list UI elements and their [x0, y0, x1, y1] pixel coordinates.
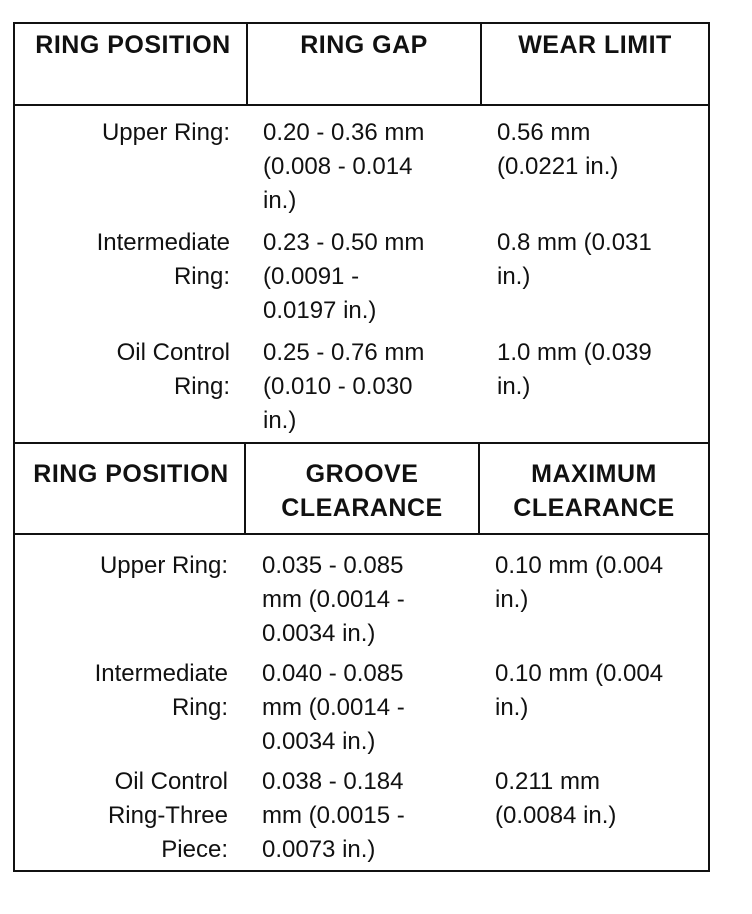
table2-header-groove-clearance: GROOVE CLEARANCE — [281, 460, 443, 522]
table1-row1-limit: 0.56 mm (0.0221 in.) — [497, 119, 619, 180]
table2-row3-max: 0.211 mm (0.0084 in.) — [495, 768, 617, 829]
table1-row3-gap: 0.25 - 0.76 mm (0.010 - 0.030 in.) — [263, 339, 425, 434]
table2-row1-position: Upper Ring: — [99, 552, 228, 579]
table2-row3-position: Oil Control Ring-Three Piece: — [107, 768, 228, 863]
table2-header-divider — [13, 533, 710, 535]
table1-row3-position: Oil Control Ring: — [116, 339, 230, 400]
table2-header-ring-position: RING POSITION — [33, 460, 229, 488]
table1-row2-gap: 0.23 - 0.50 mm (0.0091 - 0.0197 in.) — [263, 229, 425, 324]
table1-row1-position: Upper Ring: — [101, 119, 230, 146]
table2-row1-groove: 0.035 - 0.085 mm (0.0014 - 0.0034 in.) — [262, 552, 405, 647]
table1-header-ring-position: RING POSITION — [35, 31, 231, 59]
table2-row2-position: Intermediate Ring: — [94, 660, 228, 721]
table1-header-divider — [13, 104, 710, 106]
table1-row3-limit: 1.0 mm (0.039 in.) — [497, 339, 652, 400]
table2-row2-groove: 0.040 - 0.085 mm (0.0014 - 0.0034 in.) — [262, 660, 405, 755]
table1-header-ring-gap: RING GAP — [300, 31, 428, 59]
table2-row1-max: 0.10 mm (0.004 in.) — [495, 552, 664, 613]
table1-row2-position: Intermediate Ring: — [96, 229, 230, 290]
table2-row3-groove: 0.038 - 0.184 mm (0.0015 - 0.0073 in.) — [262, 768, 405, 863]
table2-header-maximum-clearance: MAXIMUM CLEARANCE — [513, 460, 675, 522]
table1-row2-limit: 0.8 mm (0.031 in.) — [497, 229, 652, 290]
table-separator — [13, 442, 710, 444]
table2-row2-max: 0.10 mm (0.004 in.) — [495, 660, 664, 721]
table1-row1-gap: 0.20 - 0.36 mm (0.008 - 0.014 in.) — [263, 119, 425, 214]
table1-header-wear-limit: WEAR LIMIT — [518, 31, 672, 59]
